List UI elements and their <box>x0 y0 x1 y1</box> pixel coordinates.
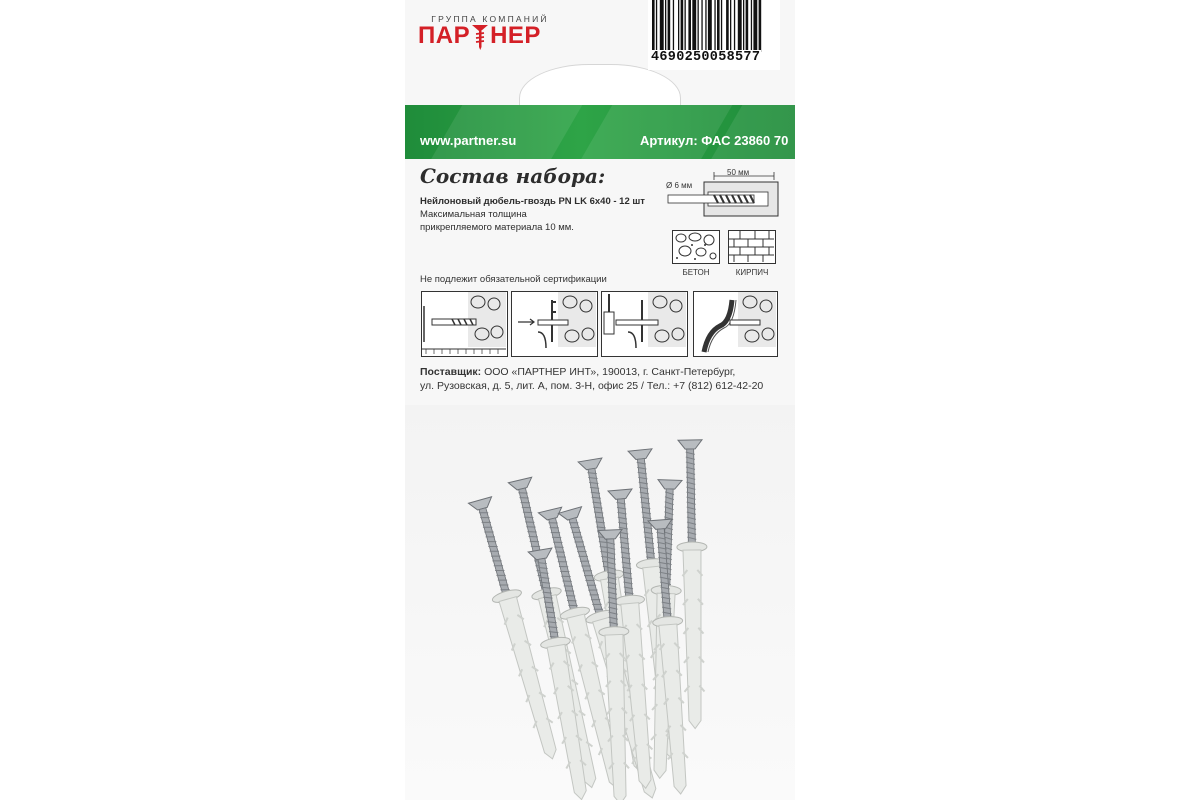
barcode-bar <box>714 0 715 52</box>
barcode-bar <box>751 0 752 52</box>
barcode-bar <box>652 0 655 52</box>
barcode-bar <box>753 0 757 52</box>
brand-group-label: ГРУППА КОМПАНИЙ <box>431 14 549 24</box>
composition-title: Состав набора: <box>420 164 606 188</box>
barcode-bar <box>717 0 720 52</box>
barcode-bar <box>701 0 702 52</box>
barcode-bar <box>726 0 729 52</box>
composition-line-2: Максимальная толщина <box>420 209 527 220</box>
barcode-bar <box>660 0 664 52</box>
dowel-nails-bundle <box>440 420 760 800</box>
barcode-bar <box>665 0 666 52</box>
brand-logo <box>418 22 541 50</box>
screw-logo-icon <box>471 22 489 50</box>
barcode-number: 4690250058577 <box>651 50 761 65</box>
supplier-label: Поставщик: <box>420 366 482 378</box>
concrete-icon <box>672 230 720 264</box>
article-number: Артикул: ФАС 23860 70 <box>640 133 789 148</box>
barcode-bar <box>678 0 679 52</box>
barcode-bar <box>743 0 744 52</box>
step-hammer <box>601 291 688 357</box>
barcode-bar <box>656 0 657 52</box>
barcode-bars <box>648 0 780 52</box>
barcode-bar <box>673 0 674 52</box>
website-link[interactable]: www.partner.su <box>420 133 517 148</box>
depth-label: 50 мм <box>727 168 750 177</box>
supplier-address-1: ООО «ПАРТНЕР ИНТ», 190013, г. Санкт-Петербург, <box>481 366 736 378</box>
barcode-bar <box>730 0 731 52</box>
diameter-label: Ø 6 мм <box>666 181 693 190</box>
barcode-bar <box>698 0 699 52</box>
concrete-label: БЕТОН <box>682 268 710 277</box>
composition-line-1: Нейлоновый дюбель-гвоздь PN LK 6x40 - 12 шт <box>420 196 645 207</box>
barcode-bar <box>681 0 684 52</box>
barcode-bar <box>734 0 735 52</box>
composition-line-3: прикрепляемого материала 10 мм. <box>420 222 574 233</box>
step-insert <box>511 291 598 357</box>
barcode-bar <box>721 0 722 52</box>
band-stripe <box>405 105 605 159</box>
brand-name-left: ПАР <box>418 22 471 49</box>
green-band <box>405 105 795 159</box>
barcode-bar <box>685 0 686 52</box>
barcode-bar <box>705 0 706 52</box>
barcode-bar <box>708 0 712 52</box>
barcode-bar <box>759 0 762 52</box>
dowel-depth-diagram <box>664 168 780 223</box>
barcode-bar <box>746 0 749 52</box>
brick-label: КИРПИЧ <box>735 268 769 277</box>
certification-note: Не подлежит обязательной сертификации <box>420 274 607 285</box>
barcode-bar <box>692 0 696 52</box>
barcode-bar <box>668 0 671 52</box>
barcode-bar <box>738 0 742 52</box>
barcode-bar <box>688 0 691 52</box>
supplier-line-2: ул. Рузовская, д. 5, лит. А, пом. 3-Н, офис 25 / Тел.: +7 (812) 612-42-20 <box>420 380 764 392</box>
step-finished <box>693 291 778 357</box>
brick-icon <box>728 230 776 264</box>
step-drill <box>421 291 508 357</box>
brand-name-right: НЕР <box>490 22 541 49</box>
supplier-line-1 <box>420 366 735 378</box>
